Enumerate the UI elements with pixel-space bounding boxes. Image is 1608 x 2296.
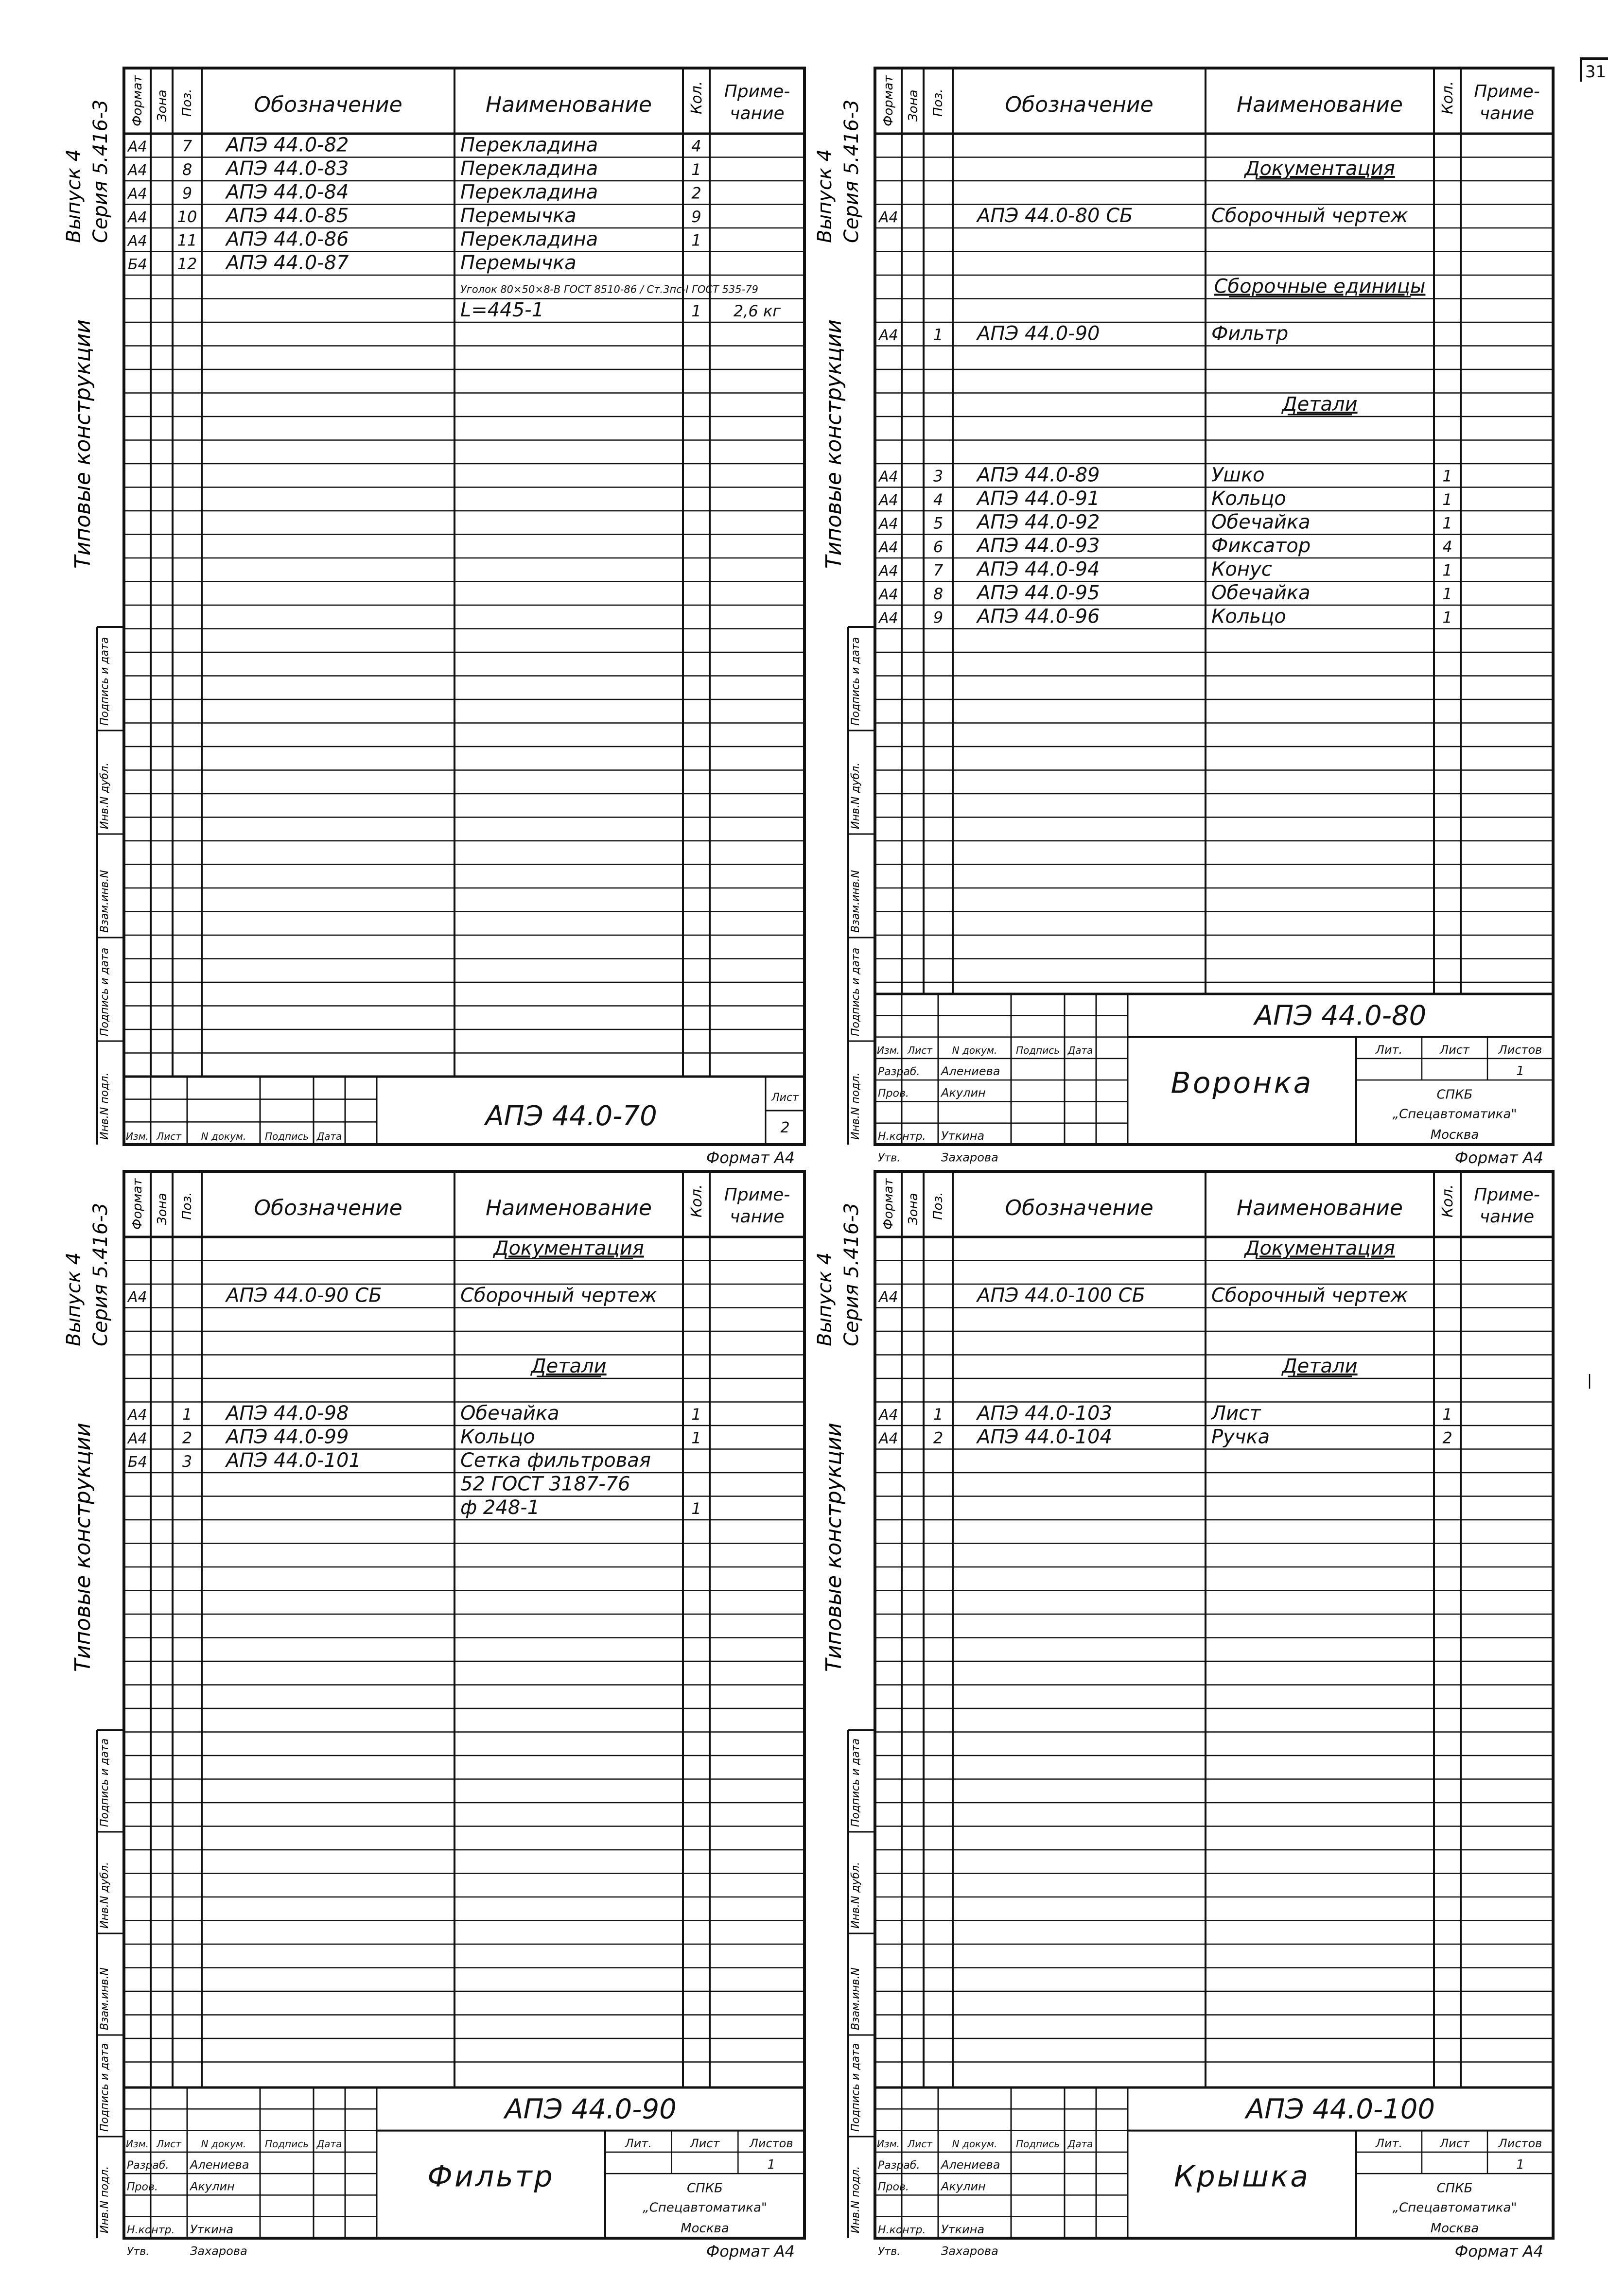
person-role: Разраб.: [127, 2159, 169, 2172]
listov-value: 1: [1516, 2157, 1524, 2173]
row-name: Фиксатор: [1211, 535, 1311, 557]
header-format: Формат: [881, 1178, 896, 1230]
row-format: А4: [128, 162, 147, 179]
row-qty: 1: [691, 160, 701, 179]
vertical-series: Серия 5.416-3: [89, 99, 112, 243]
side-stamp-label: Подпись и дата: [850, 637, 862, 726]
format-label: Формат А4: [706, 2242, 795, 2261]
side-stamp-label: Инв.N дубл.: [850, 762, 862, 829]
row-designation: АПЭ 44.0-104: [977, 1426, 1112, 1448]
titleblock-title: Фильтр: [427, 2159, 555, 2194]
row-qty: 1: [691, 1405, 701, 1424]
row-name: Перекладина: [460, 157, 598, 180]
row-format: А4: [128, 185, 147, 203]
tb-list: Лист: [157, 1131, 181, 1142]
row-name: Сборочный чертеж: [460, 1284, 657, 1307]
tb-list: Лист: [908, 1044, 932, 1056]
row-pos: 12: [177, 255, 197, 273]
row-name: Сборочный чертеж: [1211, 205, 1408, 227]
vertical-issue: Выпуск 4: [63, 1252, 85, 1346]
tb-list: Лист: [157, 2138, 181, 2150]
row-format: А4: [879, 515, 898, 533]
header-qty: Кол.: [688, 1184, 705, 1218]
row-designation: АПЭ 44.0-93: [977, 535, 1100, 557]
row-pos: 1: [933, 325, 944, 344]
row-pos: 7: [182, 137, 192, 156]
vertical-series: Серия 5.416-3: [840, 99, 863, 243]
row-name: Кольцо: [1211, 487, 1286, 510]
titleblock-designation: АПЭ 44.0-100: [1245, 2093, 1435, 2125]
side-stamp-label: Инв.N дубл.: [99, 762, 111, 829]
header-zone: Зона: [155, 89, 170, 122]
side-stamp-label: Подпись и дата: [99, 2043, 111, 2132]
row-qty: 1: [691, 1428, 701, 1447]
row-designation: АПЭ 44.0-85: [226, 205, 349, 227]
person-name: Акулин: [941, 1086, 986, 1100]
header-note-1: Приме-: [1474, 82, 1540, 102]
row-pos: 11: [177, 231, 197, 250]
row-format: А4: [879, 586, 898, 603]
row-format: А4: [879, 492, 898, 509]
person-role: Н.контр.: [878, 1131, 926, 1143]
row-qty: 1: [691, 1499, 701, 1518]
header-pos: Поз.: [931, 1192, 945, 1220]
header-note-2: чание: [1479, 104, 1535, 123]
row-qty: 1: [691, 302, 701, 320]
row-pos: 3: [933, 467, 944, 486]
org-line-3: Москва: [681, 2221, 729, 2236]
row-name: Ручка: [1211, 1426, 1270, 1448]
row-format: Б4: [128, 256, 147, 273]
side-stamp-label: Подпись и дата: [850, 1738, 862, 1827]
row-name: 52 ГОСТ 3187-76: [460, 1473, 630, 1496]
row-format: А4: [879, 1288, 898, 1306]
lit-label: Лит.: [1375, 1043, 1403, 1057]
section-heading: Сборочные единицы: [1214, 275, 1426, 298]
list-label: Лист: [1440, 2136, 1469, 2150]
row-pos: 9: [933, 608, 944, 627]
row-name: Кольцо: [460, 1426, 535, 1448]
row-name: Лист: [1211, 1402, 1261, 1425]
person-name: Уткина: [190, 2223, 234, 2236]
row-designation: АПЭ 44.0-86: [226, 228, 349, 251]
org-line-3: Москва: [1430, 2221, 1479, 2236]
row-format: А4: [128, 232, 147, 250]
row-name: Перекладина: [460, 134, 598, 157]
tb-list: Лист: [908, 2138, 932, 2150]
tb-date: Дата: [316, 2138, 342, 2150]
row-designation: АПЭ 44.0-98: [226, 1402, 349, 1425]
org-line-1: СПКБ: [686, 2181, 723, 2196]
row-pos: 6: [933, 538, 944, 556]
row-designation: АПЭ 44.0-101: [226, 1449, 361, 1472]
row-pos: 8: [182, 160, 192, 179]
person-role: Разраб.: [878, 2159, 920, 2172]
side-stamp-label: Взам.инв.N: [99, 1967, 111, 2030]
header-name: Наименование: [1237, 1196, 1403, 1220]
person-name: Алениева: [190, 2158, 249, 2172]
side-stamp-label: Подпись и дата: [850, 947, 862, 1036]
page-number: 31: [1580, 57, 1608, 82]
header-pos: Поз.: [180, 1192, 194, 1220]
listov-value: 1: [1516, 1064, 1524, 1079]
person-name: Захарова: [190, 2244, 247, 2258]
tb-sign: Подпись: [265, 2138, 309, 2150]
header-note-1: Приме-: [724, 82, 790, 102]
section-heading: Документация: [1244, 1237, 1395, 1260]
row-pos: 10: [177, 208, 197, 226]
header-zone: Зона: [906, 89, 921, 122]
row-pos: 2: [182, 1428, 192, 1447]
tb-date: Дата: [1067, 2138, 1093, 2150]
side-stamp-label: Подпись и дата: [99, 637, 111, 726]
side-stamp-label: Инв.N подл.: [850, 2166, 862, 2233]
titleblock-title: Крышка: [1174, 2159, 1310, 2194]
person-name: Уткина: [941, 2223, 985, 2236]
person-name: Акулин: [190, 2179, 235, 2193]
row-pos: 1: [933, 1405, 944, 1424]
row-pos: 3: [182, 1452, 192, 1471]
format-label: Формат А4: [706, 1148, 795, 1167]
vertical-title: Типовые конструкции: [821, 1423, 846, 1672]
row-qty: 2: [1442, 1428, 1452, 1447]
person-role: Н.контр.: [878, 2224, 926, 2236]
header-note-2: чание: [730, 104, 785, 123]
vertical-title: Типовые конструкции: [70, 1423, 95, 1672]
side-stamp-label: Подпись и дата: [99, 947, 111, 1036]
header-designation: Обозначение: [1005, 1196, 1154, 1220]
row-format: А4: [128, 1430, 147, 1447]
tb-sign: Подпись: [1016, 2138, 1060, 2150]
side-stamp-label: Взам.инв.N: [99, 870, 111, 933]
row-note: 2,6 кг: [733, 302, 781, 320]
row-qty: 4: [691, 137, 701, 156]
vertical-title: Типовые конструкции: [70, 319, 95, 569]
row-format: А4: [128, 138, 147, 156]
org-line-3: Москва: [1430, 1128, 1479, 1142]
header-note-1: Приме-: [724, 1185, 790, 1205]
header-note-2: чание: [730, 1207, 785, 1227]
row-name: L=445-1: [460, 299, 544, 321]
row-format: Б4: [128, 1454, 147, 1471]
row-pos: 8: [933, 585, 944, 603]
header-name: Наименование: [486, 1196, 652, 1220]
row-name: Сетка фильтровая: [460, 1449, 651, 1472]
row-designation: АПЭ 44.0-95: [977, 582, 1100, 604]
side-stamp-label: Инв.N дубл.: [850, 1861, 862, 1929]
header-qty: Кол.: [1439, 1184, 1456, 1218]
header-note-2: чание: [1479, 1207, 1535, 1227]
row-pos: 1: [182, 1405, 192, 1424]
tb-ndoc: N докум.: [952, 1044, 997, 1056]
vertical-title: Типовые конструкции: [821, 319, 846, 569]
row-pos: 4: [933, 490, 944, 509]
row-designation: АПЭ 44.0-100 СБ: [977, 1284, 1146, 1307]
format-label: Формат А4: [1454, 1148, 1543, 1167]
side-stamp-label: Инв.N подл.: [99, 1072, 111, 1140]
row-format: А4: [128, 1407, 147, 1424]
list-label: Лист: [1440, 1043, 1469, 1057]
row-qty: 4: [1442, 538, 1452, 556]
section-heading: Детали: [531, 1355, 607, 1377]
row-designation: АПЭ 44.0-90: [977, 322, 1100, 345]
side-stamp-label: Инв.N подл.: [99, 2166, 111, 2233]
row-qty: 1: [1442, 490, 1452, 509]
row-designation: АПЭ 44.0-84: [226, 181, 349, 204]
row-name: Конус: [1211, 558, 1272, 581]
row-format: А4: [128, 209, 147, 226]
org-line-2: „Спецавтоматика": [1392, 2200, 1517, 2215]
side-stamp-label: Подпись и дата: [99, 1738, 111, 1827]
person-name: Захарова: [941, 1150, 998, 1165]
row-format: А4: [128, 1288, 147, 1306]
person-role: Пров.: [878, 1087, 909, 1100]
tb-izm: Изм.: [876, 2138, 900, 2150]
person-name: Алениева: [941, 1064, 1000, 1078]
vertical-series: Серия 5.416-3: [840, 1202, 863, 1346]
list-value: 2: [780, 1119, 790, 1136]
row-designation: АПЭ 44.0-94: [977, 558, 1100, 581]
person-name: Уткина: [941, 1129, 985, 1143]
row-pos: 7: [933, 561, 944, 580]
header-note-1: Приме-: [1474, 1185, 1540, 1205]
row-name: Кольцо: [1211, 605, 1286, 628]
tb-izm: Изм.: [125, 1131, 149, 1142]
row-format: А4: [879, 468, 898, 486]
side-stamp-label: Подпись и дата: [850, 2043, 862, 2132]
lit-label: Лит.: [1375, 2136, 1403, 2150]
format-label: Формат А4: [1454, 2242, 1543, 2261]
titleblock-designation: АПЭ 44.0-70: [485, 1100, 657, 1132]
vertical-issue: Выпуск 4: [814, 149, 836, 243]
row-qty: 1: [691, 231, 701, 250]
tb-date: Дата: [316, 1131, 342, 1142]
tb-ndoc: N докум.: [201, 2138, 246, 2150]
row-designation: АПЭ 44.0-96: [977, 605, 1100, 628]
tb-izm: Изм.: [876, 1044, 900, 1056]
row-qty: 1: [1442, 608, 1452, 627]
row-name: Сборочный чертеж: [1211, 1284, 1408, 1307]
row-qty: 1: [1442, 561, 1452, 580]
person-role: Н.контр.: [127, 2224, 175, 2236]
row-designation: АПЭ 44.0-82: [226, 134, 349, 157]
row-designation: АПЭ 44.0-99: [226, 1426, 349, 1448]
row-qty: 9: [691, 208, 701, 226]
tb-ndoc: N докум.: [952, 2138, 997, 2150]
side-stamp-label: Взам.инв.N: [850, 1967, 862, 2030]
header-zone: Зона: [906, 1193, 921, 1225]
tb-date: Дата: [1067, 1044, 1093, 1056]
person-role: Утв.: [878, 2245, 901, 2258]
header-qty: Кол.: [1439, 81, 1456, 114]
row-name: Перекладина: [460, 228, 598, 251]
row-name: Обечайка: [1211, 582, 1311, 604]
sheet-top-right: [814, 68, 1553, 1167]
header-pos: Поз.: [180, 88, 194, 117]
row-format: А4: [879, 1407, 898, 1424]
header-name: Наименование: [486, 92, 652, 117]
org-line-2: „Спецавтоматика": [643, 2200, 767, 2215]
lit-label: Лит.: [625, 2136, 652, 2150]
row-name: Перемычка: [460, 252, 577, 274]
row-format: А4: [879, 562, 898, 580]
listov-value: 1: [767, 2157, 775, 2173]
row-designation: АПЭ 44.0-89: [977, 464, 1100, 487]
list-label: Лист: [771, 1092, 799, 1104]
header-name: Наименование: [1237, 92, 1403, 117]
row-designation: АПЭ 44.0-91: [977, 487, 1100, 510]
vertical-issue: Выпуск 4: [814, 1252, 836, 1346]
person-role: Пров.: [127, 2181, 158, 2193]
header-qty: Кол.: [688, 81, 705, 114]
org-line-1: СПКБ: [1436, 2181, 1473, 2196]
header-designation: Обозначение: [254, 92, 402, 117]
row-qty: 2: [691, 184, 701, 203]
row-designation: АПЭ 44.0-83: [226, 157, 349, 180]
header-designation: Обозначение: [1005, 92, 1154, 117]
vertical-series: Серия 5.416-3: [89, 1202, 112, 1346]
row-pos: 2: [933, 1428, 944, 1447]
row-name: Перекладина: [460, 181, 598, 204]
sheet-bottom-left: [63, 1171, 804, 2261]
sheet-top-left: [63, 68, 804, 1167]
listov-label: Листов: [1498, 2136, 1542, 2150]
row-designation: АПЭ 44.0-80 СБ: [977, 205, 1133, 227]
row-pos: 5: [933, 514, 944, 533]
vertical-issue: Выпуск 4: [63, 149, 85, 243]
header-format: Формат: [130, 1178, 145, 1230]
side-stamp-label: Инв.N подл.: [850, 1072, 862, 1140]
org-line-1: СПКБ: [1436, 1087, 1473, 1102]
list-label: Лист: [690, 2136, 720, 2150]
row-name: Уголок 80×50×8-В ГОСТ 8510-86 / Ст.3пс-I ГОСТ 535-79: [460, 283, 758, 296]
titleblock-designation: АПЭ 44.0-80: [1254, 1000, 1427, 1032]
listov-label: Листов: [1498, 1043, 1542, 1057]
edge-mark: |: [1587, 1372, 1592, 1389]
person-name: Захарова: [941, 2244, 998, 2258]
row-format: А4: [879, 327, 898, 344]
row-designation: АПЭ 44.0-87: [226, 252, 349, 274]
header-designation: Обозначение: [254, 1196, 402, 1220]
section-heading: Детали: [1282, 1355, 1358, 1377]
sheet-bottom-right: [814, 1171, 1553, 2261]
row-qty: 1: [1442, 585, 1452, 603]
tb-sign: Подпись: [265, 1131, 309, 1142]
tb-izm: Изм.: [125, 2138, 149, 2150]
titleblock-title: Воронка: [1171, 1066, 1313, 1100]
side-stamp-label: Взам.инв.N: [850, 870, 862, 933]
titleblock-designation: АПЭ 44.0-90: [505, 2093, 677, 2125]
person-role: Утв.: [878, 1152, 901, 1165]
person-name: Акулин: [941, 2179, 986, 2193]
row-format: А4: [879, 209, 898, 226]
section-heading: Документация: [1244, 157, 1395, 180]
row-format: А4: [879, 1430, 898, 1447]
section-heading: Детали: [1282, 393, 1358, 416]
person-role: Утв.: [127, 2245, 150, 2258]
header-pos: Поз.: [931, 88, 945, 117]
row-name: Обечайка: [460, 1402, 559, 1425]
row-qty: 1: [1442, 1405, 1452, 1424]
person-role: Пров.: [878, 2181, 909, 2193]
tb-sign: Подпись: [1016, 1044, 1060, 1056]
row-format: А4: [879, 609, 898, 627]
listov-label: Листов: [749, 2136, 793, 2150]
row-designation: АПЭ 44.0-92: [977, 511, 1100, 534]
row-qty: 1: [1442, 514, 1452, 533]
tb-ndoc: N докум.: [201, 1131, 246, 1142]
row-name: ф 248-1: [460, 1496, 540, 1519]
row-name: Ушко: [1211, 464, 1265, 487]
org-line-2: „Спецавтоматика": [1392, 1107, 1517, 1122]
row-name: Обечайка: [1211, 511, 1311, 534]
person-role: Разраб.: [878, 1066, 920, 1078]
header-format: Формат: [881, 75, 896, 126]
header-zone: Зона: [155, 1193, 170, 1225]
row-name: Фильтр: [1211, 322, 1289, 345]
row-designation: АПЭ 44.0-103: [977, 1402, 1112, 1425]
header-format: Формат: [130, 75, 145, 126]
row-format: А4: [879, 539, 898, 556]
row-designation: АПЭ 44.0-90 СБ: [226, 1284, 382, 1307]
row-name: Перемычка: [460, 205, 577, 227]
section-heading: Документация: [493, 1237, 644, 1260]
row-qty: 1: [1442, 467, 1452, 486]
side-stamp-label: Инв.N дубл.: [99, 1861, 111, 1929]
person-name: Алениева: [941, 2158, 1000, 2172]
row-pos: 9: [182, 184, 192, 203]
